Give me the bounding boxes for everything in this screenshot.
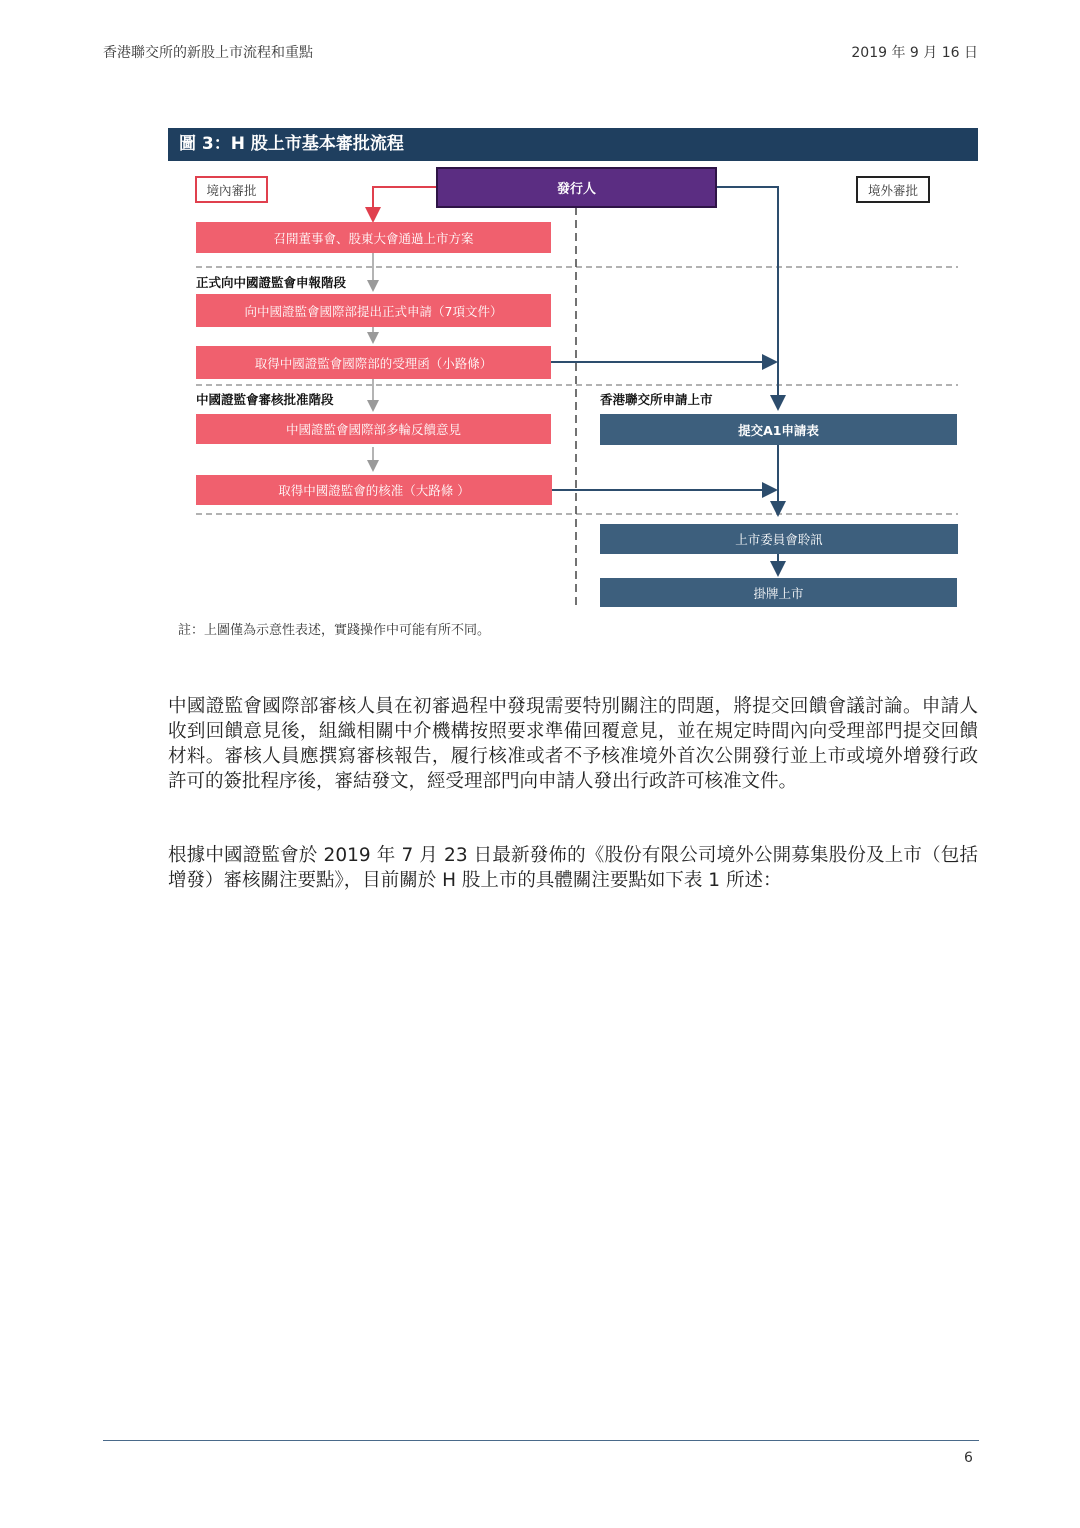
body-paragraph-2: 根據中國證監會於 2019 年 7 月 23 日最新發佈的《股份有限公司境外公開募集股份及上市（包括增發）審核關注要點》，目前關於 H 股上市的具體關注要點如下表 1 所述： xyxy=(168,845,978,891)
footer-rule xyxy=(103,1440,979,1441)
approval-flow-diagram xyxy=(168,161,978,611)
domestic-approval-tag: 境內審批 xyxy=(195,176,268,203)
running-header-title: 香港聯交所的新股上市流程和重點 xyxy=(103,45,313,61)
stage-label-hkex-application: 香港聯交所申請上市 xyxy=(600,392,713,407)
domestic-step-5: 取得中國證監會的核准（大路條 ） xyxy=(196,475,552,505)
stage-label-csrc-review: 中國證監會審核批准階段 xyxy=(196,392,334,407)
issuer-to-overseas-arrow xyxy=(716,187,778,407)
issuer-to-domestic-arrow xyxy=(373,187,436,219)
page-number: 6 xyxy=(964,1450,973,1466)
figure-note: 註：上圖僅為示意性表述，實踐操作中可能有所不同。 xyxy=(178,623,491,638)
running-header-date: 2019 年 9 月 16 日 xyxy=(851,45,978,61)
domestic-step-3: 取得中國證監會國際部的受理函（小路條） xyxy=(196,346,551,379)
overseas-step-2: 上市委員會聆訊 xyxy=(600,524,958,554)
domestic-step-2: 向中國證監會國際部提出正式申請（7項文件） xyxy=(196,294,551,327)
domestic-step-1: 召開董事會、股東大會通過上市方案 xyxy=(196,222,551,253)
overseas-step-1: 提交A1申請表 xyxy=(600,414,957,445)
overseas-approval-tag: 境外審批 xyxy=(856,176,930,203)
figure-title: 圖 3：H 股上市基本審批流程 xyxy=(168,128,978,161)
stage-label-csrc-filing: 正式向中國證監會申報階段 xyxy=(196,275,347,290)
domestic-step-4: 中國證監會國際部多輪反饋意見 xyxy=(196,414,551,444)
issuer-box: 發行人 xyxy=(436,167,717,208)
body-paragraph-1: 中國證監會國際部審核人員在初審過程中發現需要特別關注的問題，將提交回饋會議討論。申請人收到回饋意見後，組織相關中介機構按照要求準備回覆意見，並在規定時間內向受理部門提交回饋材料。審核人員應撰寫審核報告，履行核准或者不予核准境外首次公開發行並上市或境外增發行政許可的簽批程序後，審結發文，經受理部門向申請人發出行政許可核准文件。 xyxy=(168,696,978,792)
overseas-step-3: 掛牌上市 xyxy=(600,578,957,607)
